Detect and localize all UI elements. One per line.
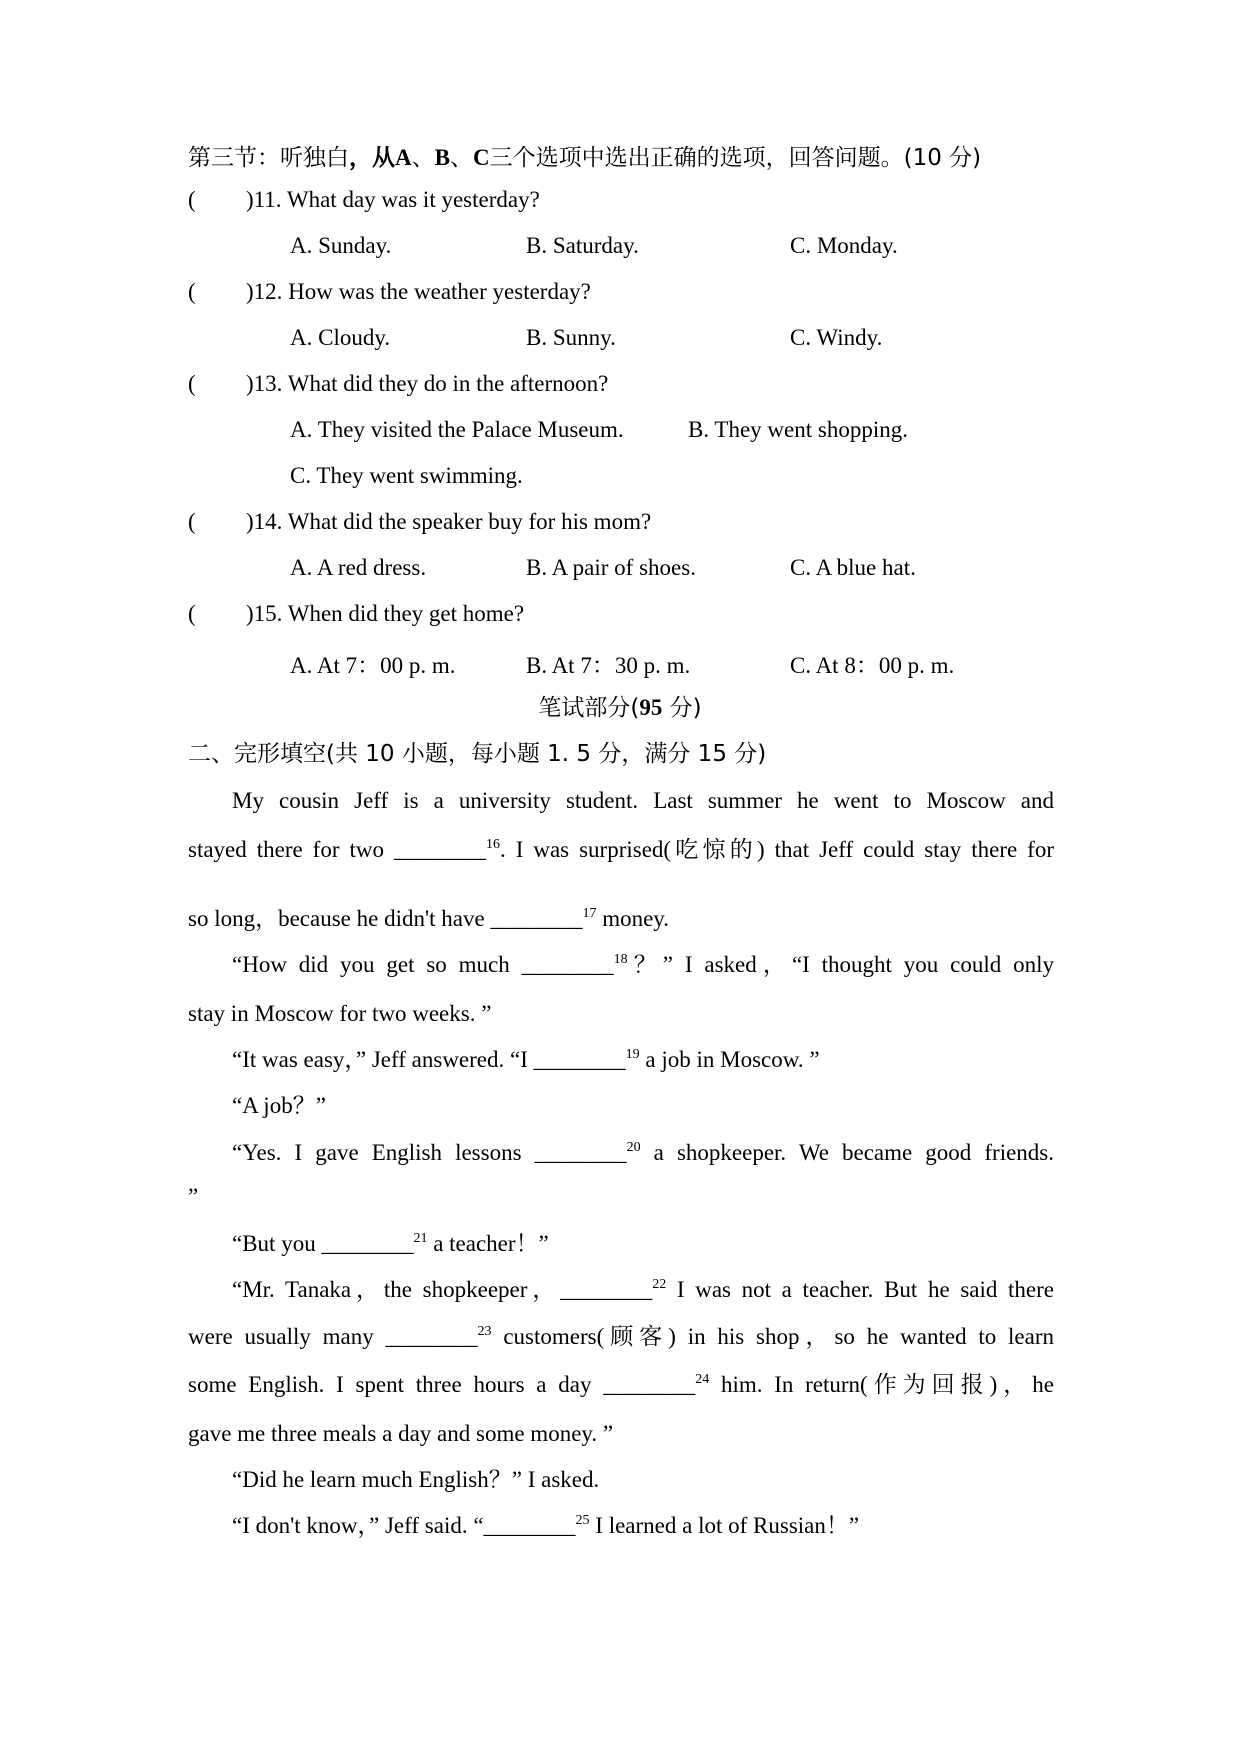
passage-text: “It was easy，” Jeff answered. “I [232, 1047, 534, 1072]
question-text: )15. When did they get home? [246, 601, 525, 626]
option-a: A. Sunday. [290, 233, 392, 258]
option-b: B. They went shopping. [688, 417, 908, 442]
heading-option-b: B [434, 145, 450, 170]
passage-text: I learned a lot of Russian！” [589, 1513, 860, 1538]
passage-line [188, 904, 1058, 934]
question-text: )12. How was the weather yesterday? [246, 279, 591, 304]
title-score: 95 [639, 695, 663, 720]
option-b: B. At 7：30 p. m. [526, 653, 691, 678]
passage-line: gave me three meals a day and some money. ” [188, 1421, 614, 1446]
passage-line: ” [188, 1184, 199, 1209]
passage-text: a shopkeeper. We became good friends. [640, 1140, 1054, 1165]
option-b: B. Sunny. [526, 325, 616, 350]
option-b: B. A pair of shoes. [526, 555, 696, 580]
passage-line [232, 1511, 1102, 1541]
title-part: 笔试部分( [538, 695, 640, 721]
question-text: )13. What did they do in the afternoon? [246, 371, 609, 396]
blank-number: 16 [485, 837, 500, 852]
passage-line [232, 1138, 1054, 1168]
passage-line [232, 950, 1054, 980]
blank-16: ________ [393, 837, 486, 862]
blank-number: 20 [626, 1140, 641, 1155]
heading-part: 第三节：听独白 [188, 145, 349, 171]
answer-paren: ( [188, 279, 196, 304]
blank-18: ________ [521, 952, 614, 977]
option-a: A. Cloudy. [290, 325, 391, 350]
blank-number: 22 [652, 1277, 667, 1292]
passage-line [188, 1322, 1054, 1352]
blank-number: 17 [582, 906, 597, 921]
passage-line: “A job？” [232, 1093, 326, 1118]
blank-17: ________ [490, 906, 583, 931]
passage-line: My cousin Jeff is a university student. Last summer he went to Moscow and [232, 788, 1054, 813]
question-text: )14. What did the speaker buy for his mom? [246, 509, 652, 534]
answer-paren: ( [188, 601, 196, 626]
option-a: A. At 7：00 p. m. [290, 653, 456, 678]
passage-text: “But you [232, 1231, 322, 1256]
passage-text: him. In return(作为回报)，he [709, 1372, 1055, 1397]
heading-part: 、 [449, 145, 473, 171]
heading-part: ，从 [349, 145, 395, 171]
section3-heading [188, 143, 1058, 173]
blank-20: ________ [534, 1140, 627, 1165]
option-c: C. At 8：00 p. m. [790, 653, 955, 678]
passage-line: “Did he learn much English？” I asked. [232, 1467, 600, 1492]
passage-line [188, 1370, 1054, 1400]
answer-paren: ( [188, 371, 196, 396]
passage-text: so long，because he didn't have [188, 906, 491, 931]
passage-line: stay in Moscow for two weeks. ” [188, 1001, 492, 1026]
option-b: B. Saturday. [526, 233, 639, 258]
passage-text: were usually many [188, 1324, 386, 1349]
option-c: C. They went swimming. [290, 463, 523, 488]
heading-part: 、 [411, 145, 435, 171]
blank-24: ________ [603, 1372, 696, 1397]
option-c: C. Windy. [790, 325, 883, 350]
answer-paren: ( [188, 509, 196, 534]
passage-text: stayed there for two [188, 837, 394, 862]
passage-text: “Yes. I gave English lessons [232, 1140, 535, 1165]
option-c: C. Monday. [790, 233, 898, 258]
blank-number: 24 [695, 1372, 710, 1387]
question-text: )11. What day was it yesterday? [246, 187, 540, 212]
blank-number: 21 [413, 1231, 428, 1246]
answer-paren: ( [188, 187, 196, 212]
blank-number: 18 [613, 952, 628, 967]
blank-number: 23 [477, 1324, 492, 1339]
passage-text: money. [596, 906, 670, 931]
heading-option-c: C [472, 145, 490, 170]
passage-text: a teacher！” [427, 1231, 549, 1256]
blank-number: 19 [625, 1047, 640, 1062]
passage-text: ？” I asked，“I thought you could only [627, 952, 1055, 977]
blank-25: ________ [483, 1513, 576, 1538]
blank-number: 25 [575, 1513, 590, 1528]
passage-text: “I don't know，” Jeff said. “ [232, 1513, 484, 1538]
passage-text: I was not a teacher. But he said there [666, 1277, 1054, 1302]
passage-line [188, 835, 1054, 865]
passage-text: customers(顾客) in his shop，so he wanted to learn [491, 1324, 1054, 1349]
passage-line [232, 1229, 1102, 1259]
title-part: 分) [662, 695, 702, 721]
option-a: A. A red dress. [290, 555, 427, 580]
written-part-title [0, 693, 1240, 723]
blank-22: ________ [560, 1277, 653, 1302]
blank-23: ________ [385, 1324, 478, 1349]
option-a: A. They visited the Palace Museum. [290, 417, 624, 442]
passage-text: some English. I spent three hours a day [188, 1372, 604, 1397]
cloze-heading: 二、完形填空(共 10 小题，每小题 1. 5 分，满分 15 分) [188, 741, 767, 767]
option-c: C. A blue hat. [790, 555, 916, 580]
passage-line [232, 1045, 1102, 1075]
passage-text: a job in Moscow. ” [639, 1047, 820, 1072]
passage-text: “Mr. Tanaka，the shopkeeper， [232, 1277, 561, 1302]
passage-text: “How did you get so much [232, 952, 522, 977]
passage-line [232, 1275, 1054, 1305]
heading-part: 三个选项中选出正确的选项，回答问题。(10 分) [489, 145, 982, 171]
passage-text: . I was surprised(吃惊的) that Jeff could stay there for [499, 837, 1054, 862]
blank-21: ________ [321, 1231, 414, 1256]
heading-option-a: A [395, 145, 412, 170]
blank-19: ________ [533, 1047, 626, 1072]
